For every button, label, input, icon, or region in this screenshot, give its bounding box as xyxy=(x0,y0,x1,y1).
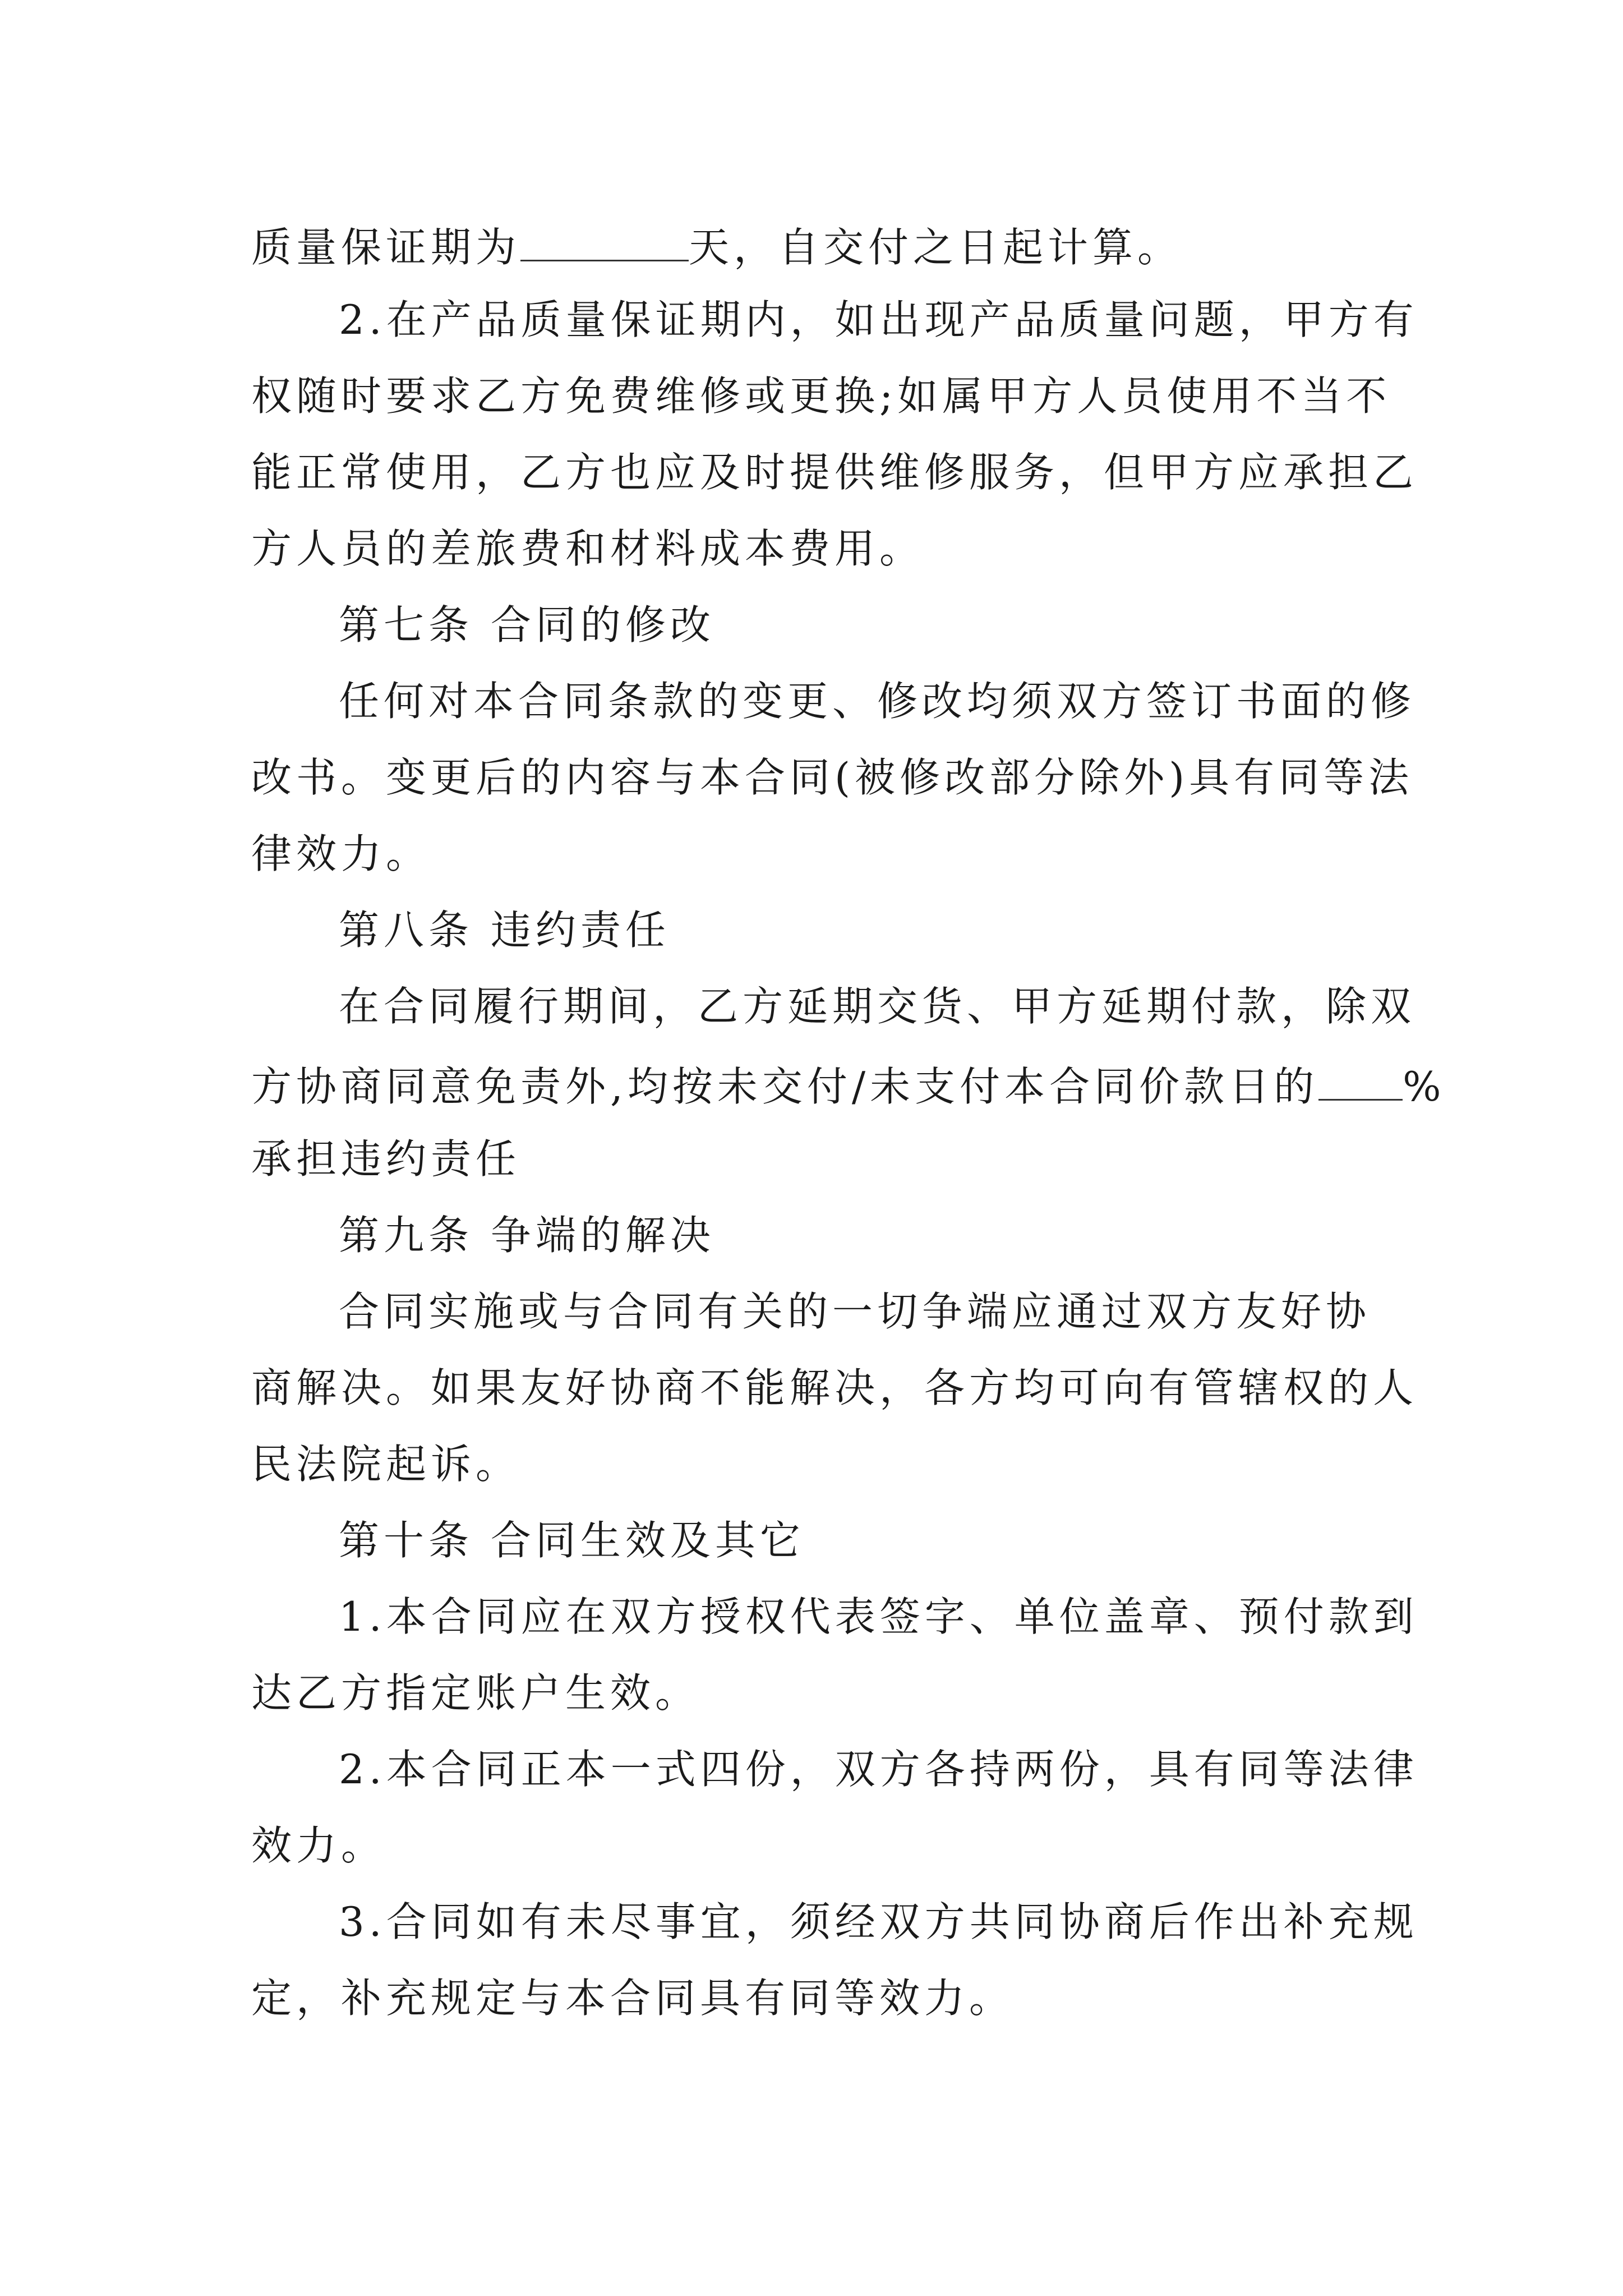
text-line-2: 2.在产品质量保证期内，如出现产品质量问题，甲方有 xyxy=(339,296,1418,343)
text-line-23: 3.合同如有未尽事宜，须经双方共同协商后作出补充规 xyxy=(339,1898,1418,1945)
text-line-12 xyxy=(251,1062,1446,1110)
text-line-5: 方人员的差旅费和材料成本费用。 xyxy=(251,525,925,572)
text-line-15: 合同实施或与合同有关的一切争端应通过双方友好协 xyxy=(339,1288,1371,1335)
text-segment: 方协商同意免责外,均按未交付/未支付本合同价款日的 xyxy=(251,1062,1319,1110)
section-heading-10: 第十条 合同生效及其它 xyxy=(339,1517,805,1564)
text-line-16: 商解决。如果友好协商不能解决，各方均可向有管辖权的人 xyxy=(251,1364,1418,1411)
text-line-21: 2.本合同正本一式四份，双方各持两份，具有同等法律 xyxy=(339,1746,1418,1793)
text-segment: 天，自交付之日起计算。 xyxy=(689,223,1183,271)
text-line-8: 改书。变更后的内容与本合同(被修改部分除外)具有同等法 xyxy=(251,754,1414,801)
text-line-9: 律效力。 xyxy=(251,830,431,877)
fill-in-blank xyxy=(1318,1062,1403,1101)
section-heading-7: 第七条 合同的修改 xyxy=(339,601,715,648)
fill-in-blank xyxy=(520,223,689,261)
text-segment: 质量保证期为 xyxy=(251,223,521,271)
percent-sign: % xyxy=(1403,1062,1446,1110)
text-line-11: 在合同履行期间，乙方延期交货、甲方延期付款，除双 xyxy=(339,983,1416,1030)
text-line-4: 能正常使用，乙方也应及时提供维修服务，但甲方应承担乙 xyxy=(251,449,1418,496)
text-line-3: 权随时要求乙方免费维修或更换;如属甲方人员使用不当不 xyxy=(251,372,1391,420)
section-heading-8: 第八条 违约责任 xyxy=(339,907,670,954)
text-line-20: 达乙方指定账户生效。 xyxy=(251,1669,700,1717)
text-line-7: 任何对本合同条款的变更、修改均须双方签订书面的修 xyxy=(339,678,1416,725)
text-line-19: 1.本合同应在双方授权代表签字、单位盖章、预付款到 xyxy=(339,1593,1418,1640)
text-line-1 xyxy=(251,223,1401,271)
text-line-17: 民法院起诉。 xyxy=(251,1441,521,1488)
text-line-24: 定，补充规定与本合同具有同等效力。 xyxy=(251,1975,1015,2022)
section-heading-9: 第九条 争端的解决 xyxy=(339,1212,715,1259)
text-line-13: 承担违约责任 xyxy=(251,1135,521,1182)
text-line-22: 效力。 xyxy=(251,1822,386,1869)
